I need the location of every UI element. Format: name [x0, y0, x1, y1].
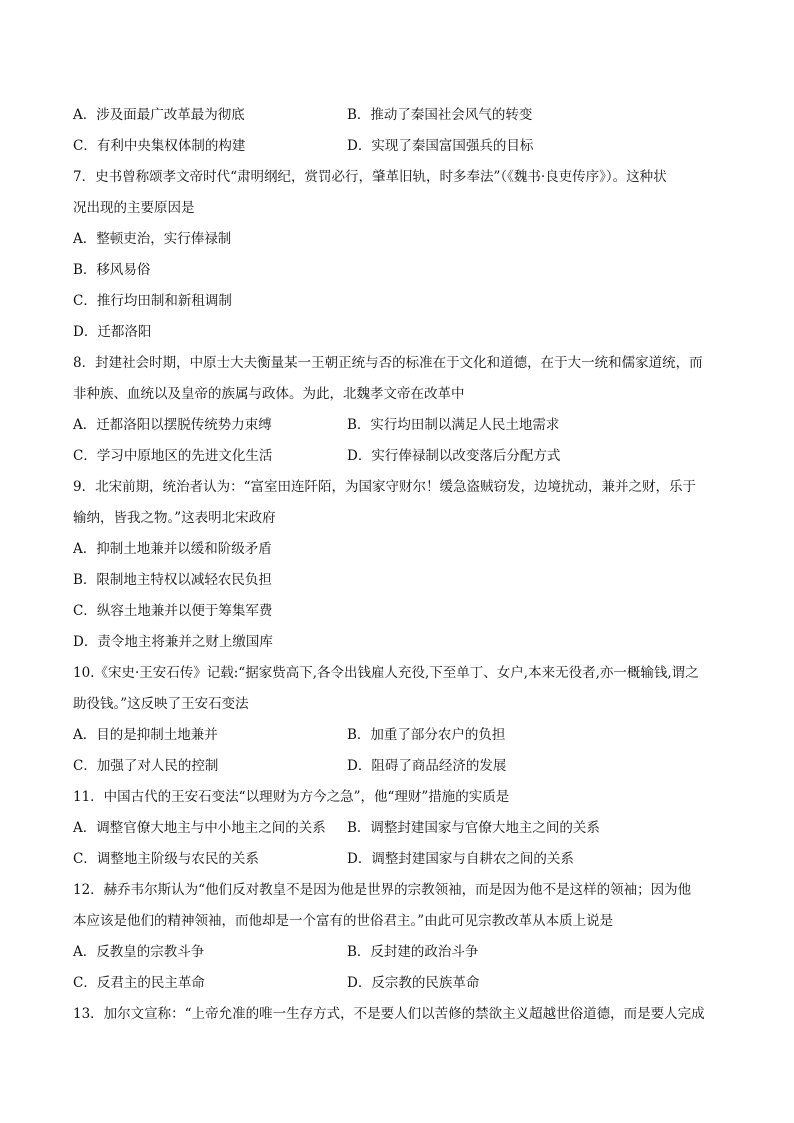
q12-stem-line-2: 本应该是他们的精神领袖，而他却是一个富有的世俗君主。”由此可见宗教改革从本质上说是 [73, 913, 614, 929]
q10-option-c[interactable]: C．加强了对人民的控制 [73, 758, 219, 774]
q11-option-b[interactable]: B．调整封建国家与官僚大地主之间的关系 [347, 820, 600, 836]
q12-option-b[interactable]: B．反封建的政治斗争 [347, 944, 479, 960]
q8-option-b[interactable]: B．实行均田制以满足人民土地需求 [347, 417, 560, 433]
q9-stem-line-1: 9．北宋前期，统治者认为：“富室田连阡陌，为国家守财尔！缓急盗贼窃发，边境扰动，兼并之财，乐于 [73, 479, 696, 495]
q9-option-d[interactable]: D．责令地主将兼并之财上缴国库 [73, 634, 273, 650]
q11-option-d[interactable]: D．调整封建国家与自耕农之间的关系 [347, 851, 574, 867]
q10-option-d[interactable]: D．阻碍了商品经济的发展 [347, 758, 507, 774]
q6-option-b[interactable]: B．推动了秦国社会风气的转变 [347, 107, 533, 123]
q7-stem-line-1: 7．史书曾称颂孝文帝时代“肃明纲纪，赏罚必行，肇革旧轨，时多奉法”（《魏书·良吏传序》）。这种状 [73, 169, 667, 185]
q8-stem-line-1: 8．封建社会时期，中原士大夫衡量某一王朝正统与否的标准在于文化和道德，在于大一统和儒家道统，而 [73, 355, 703, 371]
q7-option-c[interactable]: C．推行均田制和新租调制 [73, 293, 232, 309]
q8-option-d[interactable]: D．实行俸禄制以改变落后分配方式 [347, 448, 561, 464]
q7-option-d[interactable]: D．迁都洛阳 [73, 324, 152, 340]
q10-stem-line-1: 10.《宋史·王安石传》记载:“据家赀高下,各令出钱雇人充役,下至单丁、女户,本来无役者,亦一概输钱,谓之 [73, 665, 699, 681]
q6-options-row-1 [73, 100, 723, 131]
q12-stem-line-1: 12．赫乔韦尔斯认为“他们反对教皇不是因为他是世界的宗教领袖，而是因为他不是这样的领袖；因为他 [73, 882, 692, 898]
q13-stem-line-1: 13．加尔文宣称：“上帝允准的唯一生存方式，不是要人们以苦修的禁欲主义超越世俗道德，而是要人完成 [73, 1006, 705, 1022]
q11-option-c[interactable]: C．调整地主阶级与农民的关系 [73, 851, 259, 867]
q10-option-a[interactable]: A．目的是抑制土地兼并 [73, 727, 218, 743]
q7-option-a[interactable]: A．整顿吏治，实行俸禄制 [73, 231, 232, 247]
q11-stem-line-1: 11．中国古代的王安石变法“以理财为方今之急”，他“理财”措施的实质是 [73, 789, 510, 805]
q10-stem-line-2: 助役钱。”这反映了王安石变法 [73, 696, 249, 712]
q12-option-c[interactable]: C．反君主的民主革命 [73, 975, 205, 991]
q10-option-b[interactable]: B．加重了部分农户的负担 [347, 727, 506, 743]
q9-option-a[interactable]: A．抑制土地兼并以缓和阶级矛盾 [73, 541, 272, 557]
q10-options-row-1 [73, 720, 723, 751]
q7-option-b[interactable]: B．移风易俗 [73, 262, 151, 278]
q11-option-a[interactable]: A．调整官僚大地主与中小地主之间的关系 [73, 820, 326, 836]
q6-options-row-2 [73, 131, 723, 162]
q11-options-row-2 [73, 844, 723, 875]
q6-option-c[interactable]: C．有利中央集权体制的构建 [73, 138, 246, 154]
q12-options-row-2 [73, 968, 723, 999]
q12-options-row-1 [73, 937, 723, 968]
q6-option-a[interactable]: A．涉及面最广改革最为彻底 [73, 107, 245, 123]
q12-option-a[interactable]: A．反教皇的宗教斗争 [73, 944, 205, 960]
q6-option-d[interactable]: D．实现了秦国富国强兵的目标 [347, 138, 534, 154]
q8-options-row-1 [73, 410, 723, 441]
q8-stem-line-2: 非种族、血统以及皇帝的族属与政体。为此，北魏孝文帝在改革中 [73, 386, 465, 402]
q10-options-row-2 [73, 751, 723, 782]
q8-option-a[interactable]: A．迁都洛阳以摆脱传统势力束缚 [73, 417, 272, 433]
exam-page [73, 100, 723, 1030]
q12-option-d[interactable]: D．反宗教的民族革命 [347, 975, 480, 991]
q11-options-row-1 [73, 813, 723, 844]
q9-option-b[interactable]: B．限制地主特权以减轻农民负担 [73, 572, 272, 588]
q9-stem-line-2: 输纳，皆我之物。”这表明北宋政府 [73, 510, 276, 526]
q7-stem-line-2: 况出现的主要原因是 [73, 200, 195, 216]
q9-option-c[interactable]: C．纵容土地兼并以便于筹集军费 [73, 603, 273, 619]
q8-options-row-2 [73, 441, 723, 472]
q8-option-c[interactable]: C．学习中原地区的先进文化生活 [73, 448, 273, 464]
